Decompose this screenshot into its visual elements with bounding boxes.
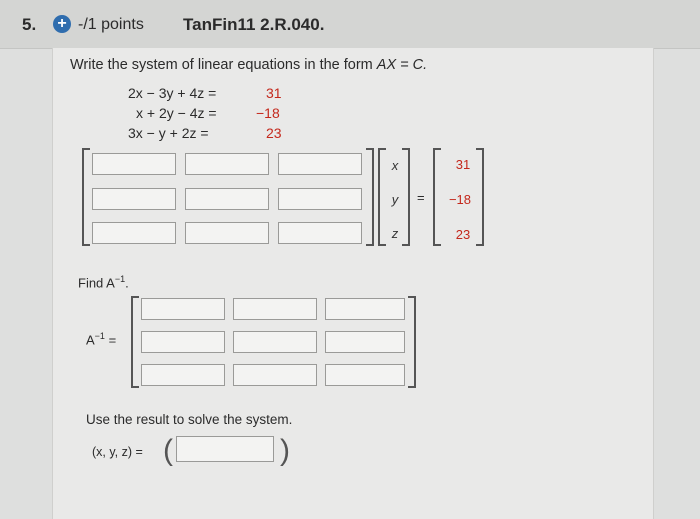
matrix-a-input-3-1[interactable]	[92, 222, 176, 244]
inverse-matrix-right-bracket	[408, 296, 416, 388]
matrix-a-input-2-2[interactable]	[185, 188, 269, 210]
matrix-equals-sign: =	[417, 190, 425, 205]
equation-1-rhs: 31	[266, 85, 282, 101]
vector-c-entry-2: −18	[448, 192, 472, 207]
inverse-input-3-1[interactable]	[141, 364, 225, 386]
expand-plus-icon[interactable]: +	[53, 15, 71, 33]
inverse-input-1-3[interactable]	[325, 298, 405, 320]
solution-label: (x, y, z) =	[92, 445, 143, 459]
solution-left-paren: (	[163, 434, 173, 467]
matrix-a-right-bracket	[366, 148, 374, 246]
vector-c-entry-1: 31	[455, 157, 471, 172]
inverse-input-1-2[interactable]	[233, 298, 317, 320]
points-label: -/1 points	[78, 16, 144, 33]
inverse-input-3-2[interactable]	[233, 364, 317, 386]
matrix-a-input-1-3[interactable]	[278, 153, 362, 175]
matrix-a-input-1-2[interactable]	[185, 153, 269, 175]
matrix-a-input-3-2[interactable]	[185, 222, 269, 244]
system-prompt: Write the system of linear equations in the form AX = C.	[70, 57, 428, 73]
matrix-a-input-1-1[interactable]	[92, 153, 176, 175]
solution-input[interactable]	[176, 436, 274, 462]
question-header	[0, 0, 700, 49]
inverse-matrix-left-bracket	[131, 296, 139, 388]
matrix-a-left-bracket	[82, 148, 90, 246]
vector-x-entry-y: y	[391, 192, 399, 207]
matrix-a-input-3-3[interactable]	[278, 222, 362, 244]
inverse-input-2-1[interactable]	[141, 331, 225, 353]
inverse-input-3-3[interactable]	[325, 364, 405, 386]
solve-prompt: Use the result to solve the system.	[86, 412, 293, 427]
vector-x-entry-x: x	[391, 158, 399, 173]
matrix-a-input-2-3[interactable]	[278, 188, 362, 210]
find-inverse-prompt: Find $A^{-1}$.	[78, 274, 129, 291]
inverse-input-2-3[interactable]	[325, 331, 405, 353]
solution-right-paren: )	[280, 434, 290, 467]
matrix-a-input-2-1[interactable]	[92, 188, 176, 210]
equation-3: 3x − y + 2z =	[128, 125, 209, 141]
equation-1: 2x − 3y + 4z =	[128, 85, 217, 101]
inverse-matrix-label: $A^{-1}$ =	[86, 331, 117, 348]
question-number: 5.	[22, 15, 37, 34]
inverse-input-1-1[interactable]	[141, 298, 225, 320]
inverse-input-2-2[interactable]	[233, 331, 317, 353]
vector-c-entry-3: 23	[455, 227, 471, 242]
equation-2: x + 2y − 4z =	[136, 105, 217, 121]
equation-2-rhs: −18	[256, 105, 280, 121]
equation-3-rhs: 23	[266, 125, 282, 141]
question-id: TanFin11 2.R.040.	[183, 15, 325, 34]
vector-x-entry-z: z	[391, 226, 399, 241]
